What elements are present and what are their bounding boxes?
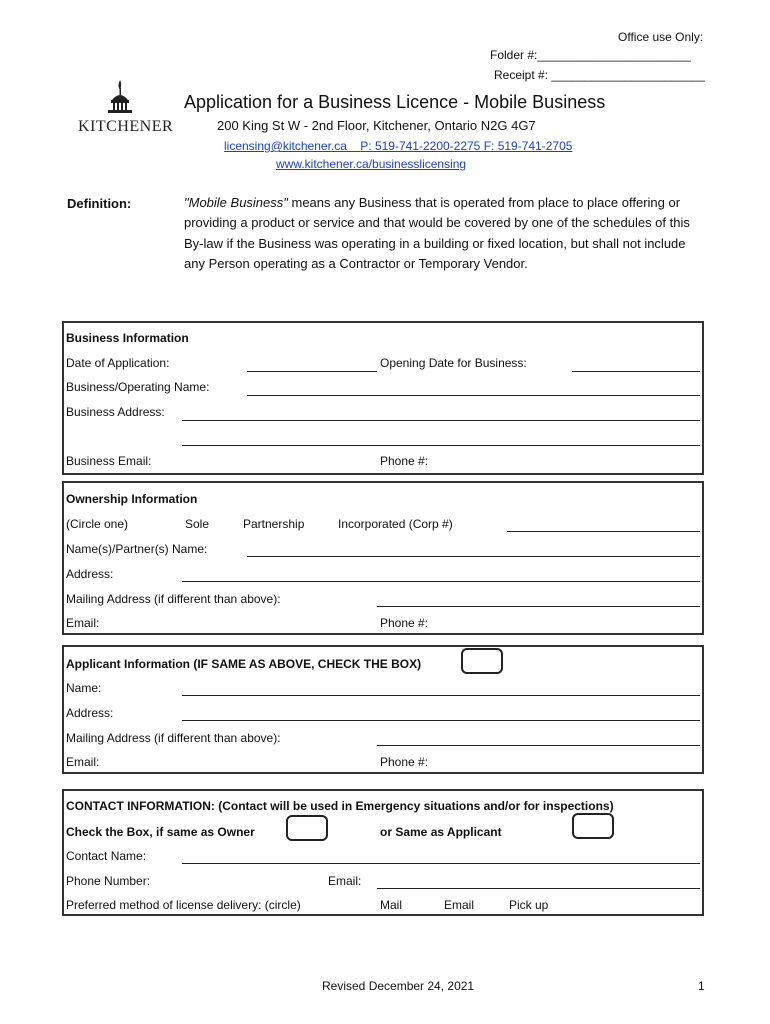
option-sole[interactable]: Sole <box>185 517 210 531</box>
same-applicant-checkbox[interactable] <box>572 813 614 839</box>
applicant-mailing-label: Mailing Address (if different than above): <box>66 731 281 745</box>
folder-blank: _______________________ <box>537 48 691 62</box>
applicant-mailing-field[interactable] <box>377 745 700 746</box>
contact-links <box>224 139 572 153</box>
office-use-title: Office use Only: <box>618 30 704 44</box>
phone-fax-link[interactable]: P: 519-741-2200-2275 F: 519-741-2705 <box>360 139 573 153</box>
applicant-address-label: Address: <box>66 706 114 720</box>
delivery-option-mail[interactable]: Mail <box>380 898 403 912</box>
contact-name-field[interactable] <box>182 863 700 864</box>
definition-body: means any Business that is operated from place to place offering or providing a product or service and that would be covered by one of the schedules of this By-law if the Business was operating in a building or fixed location, but shall not include any Person operating as a Contractor or Temporary Vendor. <box>184 195 690 271</box>
business-name-label: Business/Operating Name: <box>66 380 210 394</box>
contact-phone-label: Phone Number: <box>66 874 151 888</box>
business-address-label: Business Address: <box>66 405 165 419</box>
date-application-label: Date of Application: <box>66 356 170 370</box>
date-application-field[interactable] <box>247 371 377 372</box>
owner-names-label: Name(s)/Partner(s) Name: <box>66 542 208 556</box>
same-applicant-label: or Same as Applicant <box>380 825 502 839</box>
business-name-field[interactable] <box>247 395 700 396</box>
logo-text: KITCHENER <box>78 118 174 135</box>
owner-phone-label: Phone #: <box>380 616 429 630</box>
opening-date-label: Opening Date for Business: <box>380 356 527 370</box>
applicant-name-label: Name: <box>66 681 102 695</box>
definition-label: Definition: <box>67 196 132 211</box>
business-phone-label: Phone #: <box>380 454 429 468</box>
applicant-same-checkbox[interactable] <box>461 648 503 674</box>
applicant-name-field[interactable] <box>182 695 700 696</box>
same-owner-checkbox[interactable] <box>286 815 328 841</box>
receipt-label: Receipt #: <box>494 68 549 82</box>
definition-text <box>184 193 704 274</box>
contact-name-label: Contact Name: <box>66 849 147 863</box>
city-hall-icon <box>78 78 168 118</box>
owner-mailing-label: Mailing Address (if different than above): <box>66 592 281 606</box>
ownership-heading: Ownership Information <box>66 492 198 506</box>
folder-label: Folder #: <box>490 48 538 62</box>
applicant-phone-label: Phone #: <box>380 755 429 769</box>
delivery-option-pickup[interactable]: Pick up <box>509 898 549 912</box>
office-address: 200 King St W - 2nd Floor, Kitchener, Ontario N2G 4G7 <box>217 118 536 133</box>
same-owner-label: Check the Box, if same as Owner <box>66 825 255 839</box>
email-link[interactable]: licensing@kitchener.ca <box>224 139 347 153</box>
owner-names-field[interactable] <box>247 556 700 557</box>
contact-email-field[interactable] <box>377 888 700 889</box>
applicant-heading: Applicant Information (IF SAME AS ABOVE, CHECK THE BOX) <box>66 657 422 671</box>
contact-email-label: Email: <box>328 874 362 888</box>
definition-term: "Mobile Business" <box>184 195 288 210</box>
applicant-address-field[interactable] <box>182 720 700 721</box>
page-number: 1 <box>698 979 705 993</box>
owner-mailing-field[interactable] <box>377 606 700 607</box>
revised-date: Revised December 24, 2021 <box>322 979 475 993</box>
delivery-label: Preferred method of license delivery: (circle) <box>66 898 301 912</box>
owner-address-label: Address: <box>66 567 114 581</box>
option-partnership[interactable]: Partnership <box>243 517 305 531</box>
delivery-option-email[interactable]: Email <box>444 898 475 912</box>
folder-number <box>490 48 691 62</box>
business-address-field-2[interactable] <box>182 445 700 446</box>
option-incorporated[interactable]: Incorporated (Corp #) <box>338 517 453 531</box>
applicant-email-label: Email: <box>66 755 100 769</box>
business-heading: Business Information <box>66 331 189 345</box>
corp-number-field[interactable] <box>507 531 700 532</box>
owner-email-label: Email: <box>66 616 100 630</box>
circle-one-label: (Circle one) <box>66 517 129 531</box>
page-title: Application for a Business Licence - Mobile Business <box>184 92 606 112</box>
website-link[interactable]: www.kitchener.ca/businesslicensing <box>276 157 467 171</box>
receipt-blank: _______________________ <box>551 68 705 82</box>
kitchener-logo <box>78 78 174 135</box>
opening-date-field[interactable] <box>572 371 700 372</box>
business-address-field[interactable] <box>182 420 700 421</box>
receipt-number <box>494 68 705 82</box>
business-email-label: Business Email: <box>66 454 152 468</box>
owner-address-field[interactable] <box>182 581 700 582</box>
contact-heading: CONTACT INFORMATION: (Contact will be used in Emergency situations and/or for inspections) <box>66 799 614 813</box>
